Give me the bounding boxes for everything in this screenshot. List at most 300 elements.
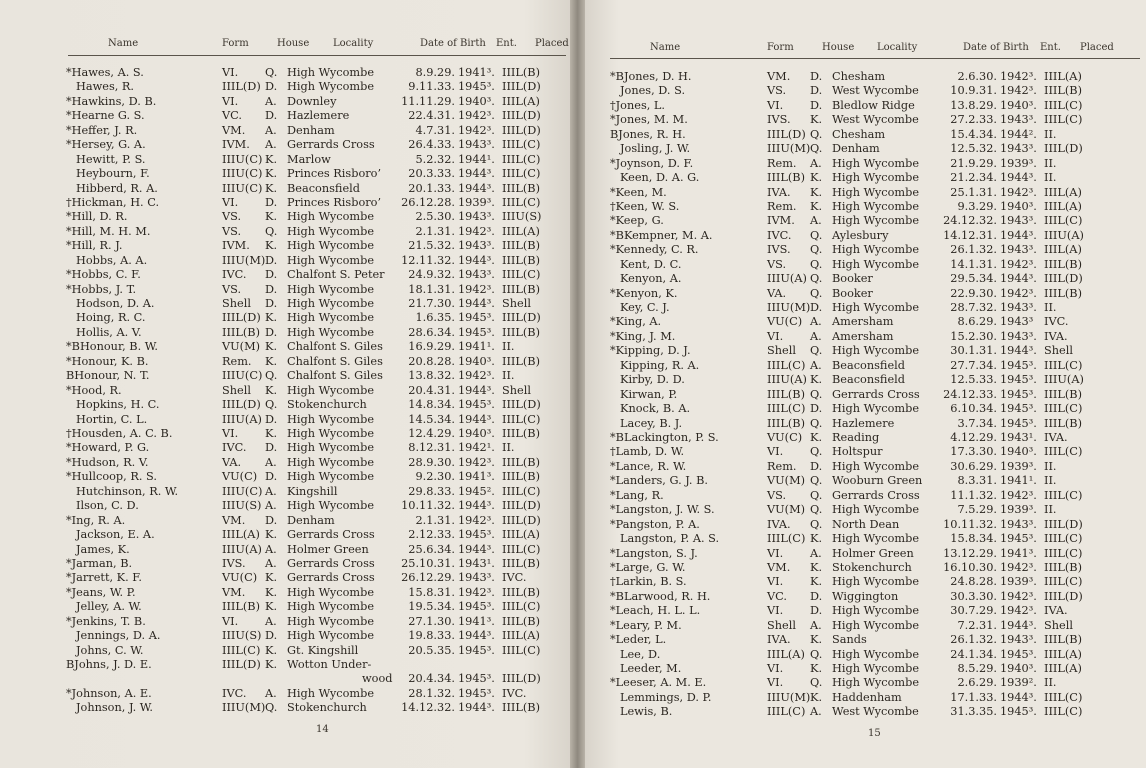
entry-placed: IIIL(B) [502,455,541,469]
entry-dob: 13.8.29. [950,98,997,112]
entry-house: D. [810,70,823,83]
entry-name: Kenyon, A. [620,272,682,286]
entry-row [585,229,1146,243]
entry-house: Q. [810,488,823,502]
entry-dob: 28.6.34. [408,325,455,339]
entry-row [585,171,1146,185]
entry-form: IVM. [222,138,250,152]
entry-row [0,629,570,643]
entry-house: A. [810,546,822,560]
entry-placed: IIIL(B) [502,470,541,484]
entry-placed: IIIL(C) [502,167,541,181]
entry-dob: 6.10.34. [950,402,997,416]
entry-house: A. [265,138,277,152]
entry-name: *Hawkins, D. B. [66,94,157,108]
entry-house: D. [265,441,278,455]
entry-row [0,311,570,325]
entry-form: IIIL(D) [222,311,261,325]
entry-dob: 13.8.32. [408,369,455,383]
entry-locality: Gerrards Cross [832,387,920,401]
entry-house: K. [265,311,278,325]
header-name: Name [108,38,139,49]
entry-entered: 1939³. [458,195,495,209]
entry-name: *Jones, M. M. [610,113,688,127]
entry-row [585,648,1146,662]
entry-entered: 1944³. [458,629,495,643]
entry-row [0,384,570,398]
entry-name: *Hood, R. [66,383,122,397]
entry-row [0,557,570,571]
entry-row [585,532,1146,546]
entry-house: A. [810,156,822,170]
entry-locality: High Wycombe [287,629,375,643]
entry-form: VI. [222,195,239,209]
entry-locality: Holmer Green [832,546,914,560]
entry-locality: Gerrards Cross [287,556,375,570]
entry-dob: 21.2.34. [950,171,997,185]
entry-locality: Kingshill [287,484,338,498]
page-number: 14 [316,724,329,735]
entry-row [0,427,570,441]
entry-name: Hoing, R. C. [76,311,146,325]
entry-entered: 1942³. [458,513,495,527]
entry-locality: Chalfont S. Giles [287,354,383,368]
entry-house: D. [810,84,823,98]
entry-entered: 1941³. [458,470,495,484]
entry-entered: 1940³. [1000,199,1037,213]
entry-form: VA. [222,455,242,469]
entry-form: IIIU(C) [222,369,263,383]
entry-dob: 22.9.30. [950,286,997,300]
header-form: Form [767,42,794,53]
entry-row [0,701,570,715]
entry-name: †Keen, W. S. [610,199,680,213]
entry-entered: 1945³. [1000,402,1037,416]
entry-house: A. [265,614,277,628]
entry-name: *BLarwood, R. H. [610,589,711,603]
entry-name: *Pangston, P. A. [610,517,700,531]
entry-dob: 16.10.30. [943,560,997,574]
entry-house: D. [265,470,278,484]
entry-entered: 1941¹. [458,340,495,354]
entry-locality: High Wycombe [287,614,375,628]
entry-house: K. [810,662,823,676]
entry-row [0,66,570,80]
entry-house: K. [810,373,823,387]
entry-name: Hobbs, A. A. [76,253,148,267]
entry-house: D. [810,459,823,473]
entry-locality: High Wycombe [832,402,920,416]
entry-name: †Larkin, B. S. [610,575,687,589]
entry-dob: 30.6.29. [950,459,997,473]
entry-row [0,196,570,210]
entry-dob: 2.1.31. [415,224,455,238]
entry-locality: High Wycombe [832,185,920,199]
entry-locality: Gerrards Cross [287,528,375,542]
entry-locality: High Wycombe [287,585,375,599]
entry-placed: IVA. [1044,604,1068,618]
entry-dob: 9.3.29. [957,199,997,213]
entry-placed: IIIL(C) [1044,575,1083,589]
entry-row [585,431,1146,445]
entry-row [585,258,1146,272]
entry-dob: 24.8.28. [950,575,997,589]
entry-house: K. [265,239,278,253]
entry-house: A. [810,705,822,719]
entry-name: Hortin, C. L. [76,412,148,426]
entry-entered: 1943³. [1000,329,1037,343]
entry-entered: 1939³. [1000,156,1037,170]
entry-house: K. [810,113,823,127]
entry-placed: IIIL(C) [502,542,541,556]
entry-row [0,167,570,181]
entry-form: VU(M) [767,474,806,488]
entry-placed: IIIL(C) [1044,690,1083,704]
entry-name: *BHonour, B. W. [66,340,159,354]
entry-form: IIIU(A) [222,542,262,556]
entry-dob: 28.9.30. [408,455,455,469]
entry-placed: IIIL(C) [1044,402,1083,416]
entry-form: VS. [222,210,242,224]
entry-locality: West Wycombe [832,84,919,98]
entry-house: K. [810,575,823,589]
entry-form: IIIL(C) [767,358,806,372]
entry-house: A. [810,329,822,343]
entry-row [0,485,570,499]
header-ent: Ent. [1040,42,1061,53]
entry-dob: 26.12.28. [401,195,455,209]
entry-form: VA. [767,286,787,300]
entry-entered: 1945³. [458,325,495,339]
entry-house: D. [265,268,278,282]
entry-name: *Hill, M. H. M. [66,224,151,238]
entry-locality: High Wycombe [832,459,920,473]
entry-placed: IIIL(C) [1044,705,1083,719]
entry-name: *Langston, S. J. [610,546,698,560]
entry-locality: wood [362,672,393,686]
entry-placed: IIIL(B) [502,253,541,267]
entry-name: *Lang, R. [610,488,664,502]
entry-locality: Beaconsfield [287,181,360,195]
entry-row [585,460,1146,474]
entry-entered: 1945². [458,484,495,498]
entry-form: Rem. [767,199,797,213]
entry-dob: 19.8.33. [408,629,455,643]
entry-form: VS. [767,257,787,271]
entry-row [0,138,570,152]
entry-row [0,297,570,311]
entry-locality: West Wycombe [832,113,919,127]
header-house: House [822,42,855,53]
entry-entered: 1943¹. [1000,431,1037,444]
entry-entered: 1943³. [458,239,495,253]
entry-house: D. [265,412,278,426]
entry-house: K. [265,354,278,368]
entry-name: Hawes, R. [76,80,135,94]
entry-entered: 1943³. [1000,214,1037,228]
entry-locality: Stokenchurch [287,701,367,715]
entry-placed: IIIL(C) [502,138,541,152]
entry-placed: IIIL(C) [502,600,541,614]
entry-placed: IIIL(B) [1044,84,1083,98]
entry-house: D. [810,98,823,112]
entry-form: IIIL(A) [767,647,805,661]
entry-name: Jelley, A. W. [76,600,142,614]
entry-name: *Leder, L. [610,633,667,647]
entry-name: Jennings, D. A. [76,629,161,643]
entry-row [0,528,570,542]
entry-form: VS. [767,488,787,502]
entry-locality: Princes Risboro’ [287,167,382,181]
entry-locality: Amersham [832,329,894,343]
entry-form: IIIL(D) [222,398,261,412]
entry-house: D. [265,282,278,296]
entry-entered: 1941¹. [1000,474,1037,488]
entry-placed: IIIL(C) [502,152,541,166]
entry-placed: IIIL(C) [1044,488,1083,502]
entry-house: Q. [810,387,823,401]
entry-form: IIIL(B) [767,387,806,401]
entry-locality: High Wycombe [287,383,375,397]
header-rule [610,58,1140,59]
entry-form: IIIU(S) [222,629,262,643]
entry-entered: 1942³. [458,455,495,469]
entry-entered: 1940³. [1000,445,1037,459]
entry-entered: 1944². [1000,127,1037,141]
entry-placed: IIIL(C) [1044,98,1083,112]
entry-entered: 1942³. [1000,488,1037,502]
entry-row [585,200,1146,214]
entry-house: D. [810,589,823,603]
entry-row [585,561,1146,575]
entry-entered: 1945³. [458,600,495,614]
entry-placed: IIIL(D) [502,109,541,123]
entry-house: Q. [810,257,823,271]
entry-house: K. [265,585,278,599]
entry-placed: IIIU(A) [1044,228,1084,242]
entry-form: IIIL(C) [767,705,806,719]
entry-house: K. [265,643,278,657]
entry-row [0,239,570,253]
entry-form: IIIL(D) [222,658,261,672]
entry-row [0,543,570,557]
entry-placed: IIIL(C) [502,643,541,657]
entry-entered: 1943³. [1000,301,1037,315]
entry-locality: North Dean [832,517,900,531]
entry-dob: 11.11.29. [401,94,455,108]
entry-row [585,359,1146,373]
entry-form: VU(C) [222,470,258,484]
entry-placed: IIIU(S) [502,210,542,224]
entry-entered: 1940³. [458,427,495,440]
entry-row [0,441,570,455]
entry-placed: IIIL(B) [502,325,541,339]
entry-row [585,157,1146,171]
header-locality: Locality [333,38,374,49]
entry-placed: IIIL(D) [502,123,541,137]
entry-locality: High Wycombe [832,243,920,257]
entry-entered: 1943³. [1000,633,1037,647]
entry-form: VI. [222,614,239,628]
entry-placed: IIIL(A) [1044,199,1082,213]
entry-placed: IIIL(B) [1044,416,1083,430]
entry-dob: 16.9.29. [408,340,455,354]
entry-dob: 29.5.34. [950,272,997,286]
page-number: 15 [868,728,881,739]
entry-entered: 1939³. [1000,575,1037,589]
entry-name: †Housden, A. C. B. [66,427,173,440]
entry-form: VI. [222,66,239,79]
entry-locality: Holmer Green [287,542,369,556]
entry-locality: Hazlemere [287,109,350,123]
entry-entered: 1939³. [1000,503,1037,517]
entry-locality: Denham [287,123,335,137]
entry-dob: 12.4.29. [408,427,455,440]
entry-dob: 26.1.32. [950,243,997,257]
page-left [0,0,570,768]
entry-locality: High Wycombe [287,427,375,440]
entry-locality: High Wycombe [287,600,375,614]
entry-row [0,470,570,484]
entry-house: K. [810,532,823,546]
entry-row [585,590,1146,604]
entry-name: BHonour, N. T. [66,369,150,383]
entry-entered: 1942³. [458,123,495,137]
entry-house: A. [810,618,822,632]
entry-name: Jackson, E. A. [76,528,155,542]
entry-locality: High Wycombe [832,344,920,358]
entry-form: VI. [767,575,784,589]
entry-placed: IIIL(C) [1044,546,1083,560]
entry-row [585,287,1146,301]
entry-name: *Kennedy, C. R. [610,243,699,257]
entry-dob: 24.12.32. [943,214,997,228]
entry-entered: 1944³. [458,181,495,195]
entry-entered: 1945³. [458,398,495,412]
page-right [585,0,1146,768]
entry-name: Jones, D. S. [620,84,686,98]
entry-row [585,272,1146,286]
entry-locality: Princes Risboro’ [287,195,382,209]
entry-entered: 1944³. [1000,272,1037,286]
entry-house: K. [265,528,278,542]
entry-locality: High Wycombe [832,676,920,690]
entry-form: VU(M) [767,503,806,517]
entry-entered: 1944³. [1000,618,1037,632]
entry-house: D. [265,629,278,643]
entry-dob: 28.1.32. [408,686,455,700]
entry-form: VI. [767,445,784,459]
entry-placed: IIIL(B) [502,181,541,195]
entry-placed: IIIL(D) [1044,142,1083,156]
entry-form: IIIL(C) [222,643,261,657]
entry-placed: IIIL(D) [502,311,541,325]
entry-house: Q. [265,369,278,383]
entry-dob: 15.8.31. [408,585,455,599]
entry-entered: 1943³. [458,138,495,152]
entry-entered: 1944³. [458,383,495,397]
entry-row [0,571,570,585]
entry-locality: Chesham [832,127,886,141]
entry-name: Langston, P. A. S. [620,532,720,546]
entry-dob: 20.4.31. [408,383,455,397]
entry-name: *Honour, K. B. [66,354,149,368]
entry-row [585,214,1146,228]
entry-name: *Leary, P. M. [610,618,682,632]
entry-dob: 7.2.31. [957,618,997,632]
entry-form: IIIU(A) [767,373,807,387]
entry-house: K. [265,600,278,614]
entry-house: A. [810,315,822,329]
entry-entered: 1944³. [458,499,495,513]
entry-form: Shell [767,618,796,632]
entry-dob: 21.9.29. [950,156,997,170]
entry-row [0,283,570,297]
entry-placed: IVA. [1044,329,1068,343]
entry-name: *Keep, G. [610,214,664,228]
entry-row [0,355,570,369]
entry-form: IIIU(M) [767,690,811,704]
entry-locality: High Wycombe [287,686,375,700]
entry-house: D. [265,325,278,339]
entry-row [585,344,1146,358]
entry-locality: High Wycombe [287,325,375,339]
entry-entered: 1945³. [1000,705,1037,719]
entry-row [585,142,1146,156]
entry-row [585,489,1146,503]
entry-house: K. [810,185,823,199]
entry-name: *Lance, R. W. [610,459,687,473]
entry-house: K. [265,152,278,166]
entry-name: *Jenkins, T. B. [66,614,146,628]
entry-placed: IIIL(D) [502,672,541,686]
entry-locality: High Wycombe [832,604,920,618]
entry-placed: II. [1044,127,1057,141]
entry-row [585,243,1146,257]
entry-dob: 8.3.31. [957,474,997,488]
entry-house: Q. [810,344,823,358]
header-house: House [277,38,310,49]
entry-placed: II. [1044,156,1057,170]
entry-locality: High Wycombe [287,210,375,224]
entry-entered: 1944³. [1000,228,1037,242]
entry-entered: 1941³. [458,66,495,79]
entry-row [585,575,1146,589]
entry-name: *Hobbs, C. F. [66,268,141,282]
entry-row [0,268,570,282]
entry-dob: 21.5.32. [408,239,455,253]
entry-name: *Hullcoop, R. S. [66,470,157,484]
entry-dob: 4.12.29. [950,431,997,444]
entry-placed: IIIL(A) [1044,185,1082,199]
entry-entered: 1945³. [458,643,495,657]
entry-locality: High Wycombe [832,156,920,170]
entry-house: A. [265,455,277,469]
entry-dob: 13.12.29. [943,546,997,560]
entry-form: IVM. [222,239,250,253]
entry-house: D. [265,109,278,123]
entry-name: Key, C. J. [620,301,670,315]
entry-name: *BKempner, M. A. [610,228,713,242]
entry-entered: 1945³. [458,311,495,325]
entry-form: Shell [222,297,251,311]
entry-house: D. [810,604,823,618]
entry-dob: 8.9.29. [415,66,455,79]
entry-locality: High Wycombe [832,618,920,632]
entry-name: *Ing, R. A. [66,513,126,527]
entry-row [0,153,570,167]
entry-locality: High Wycombe [287,470,375,484]
